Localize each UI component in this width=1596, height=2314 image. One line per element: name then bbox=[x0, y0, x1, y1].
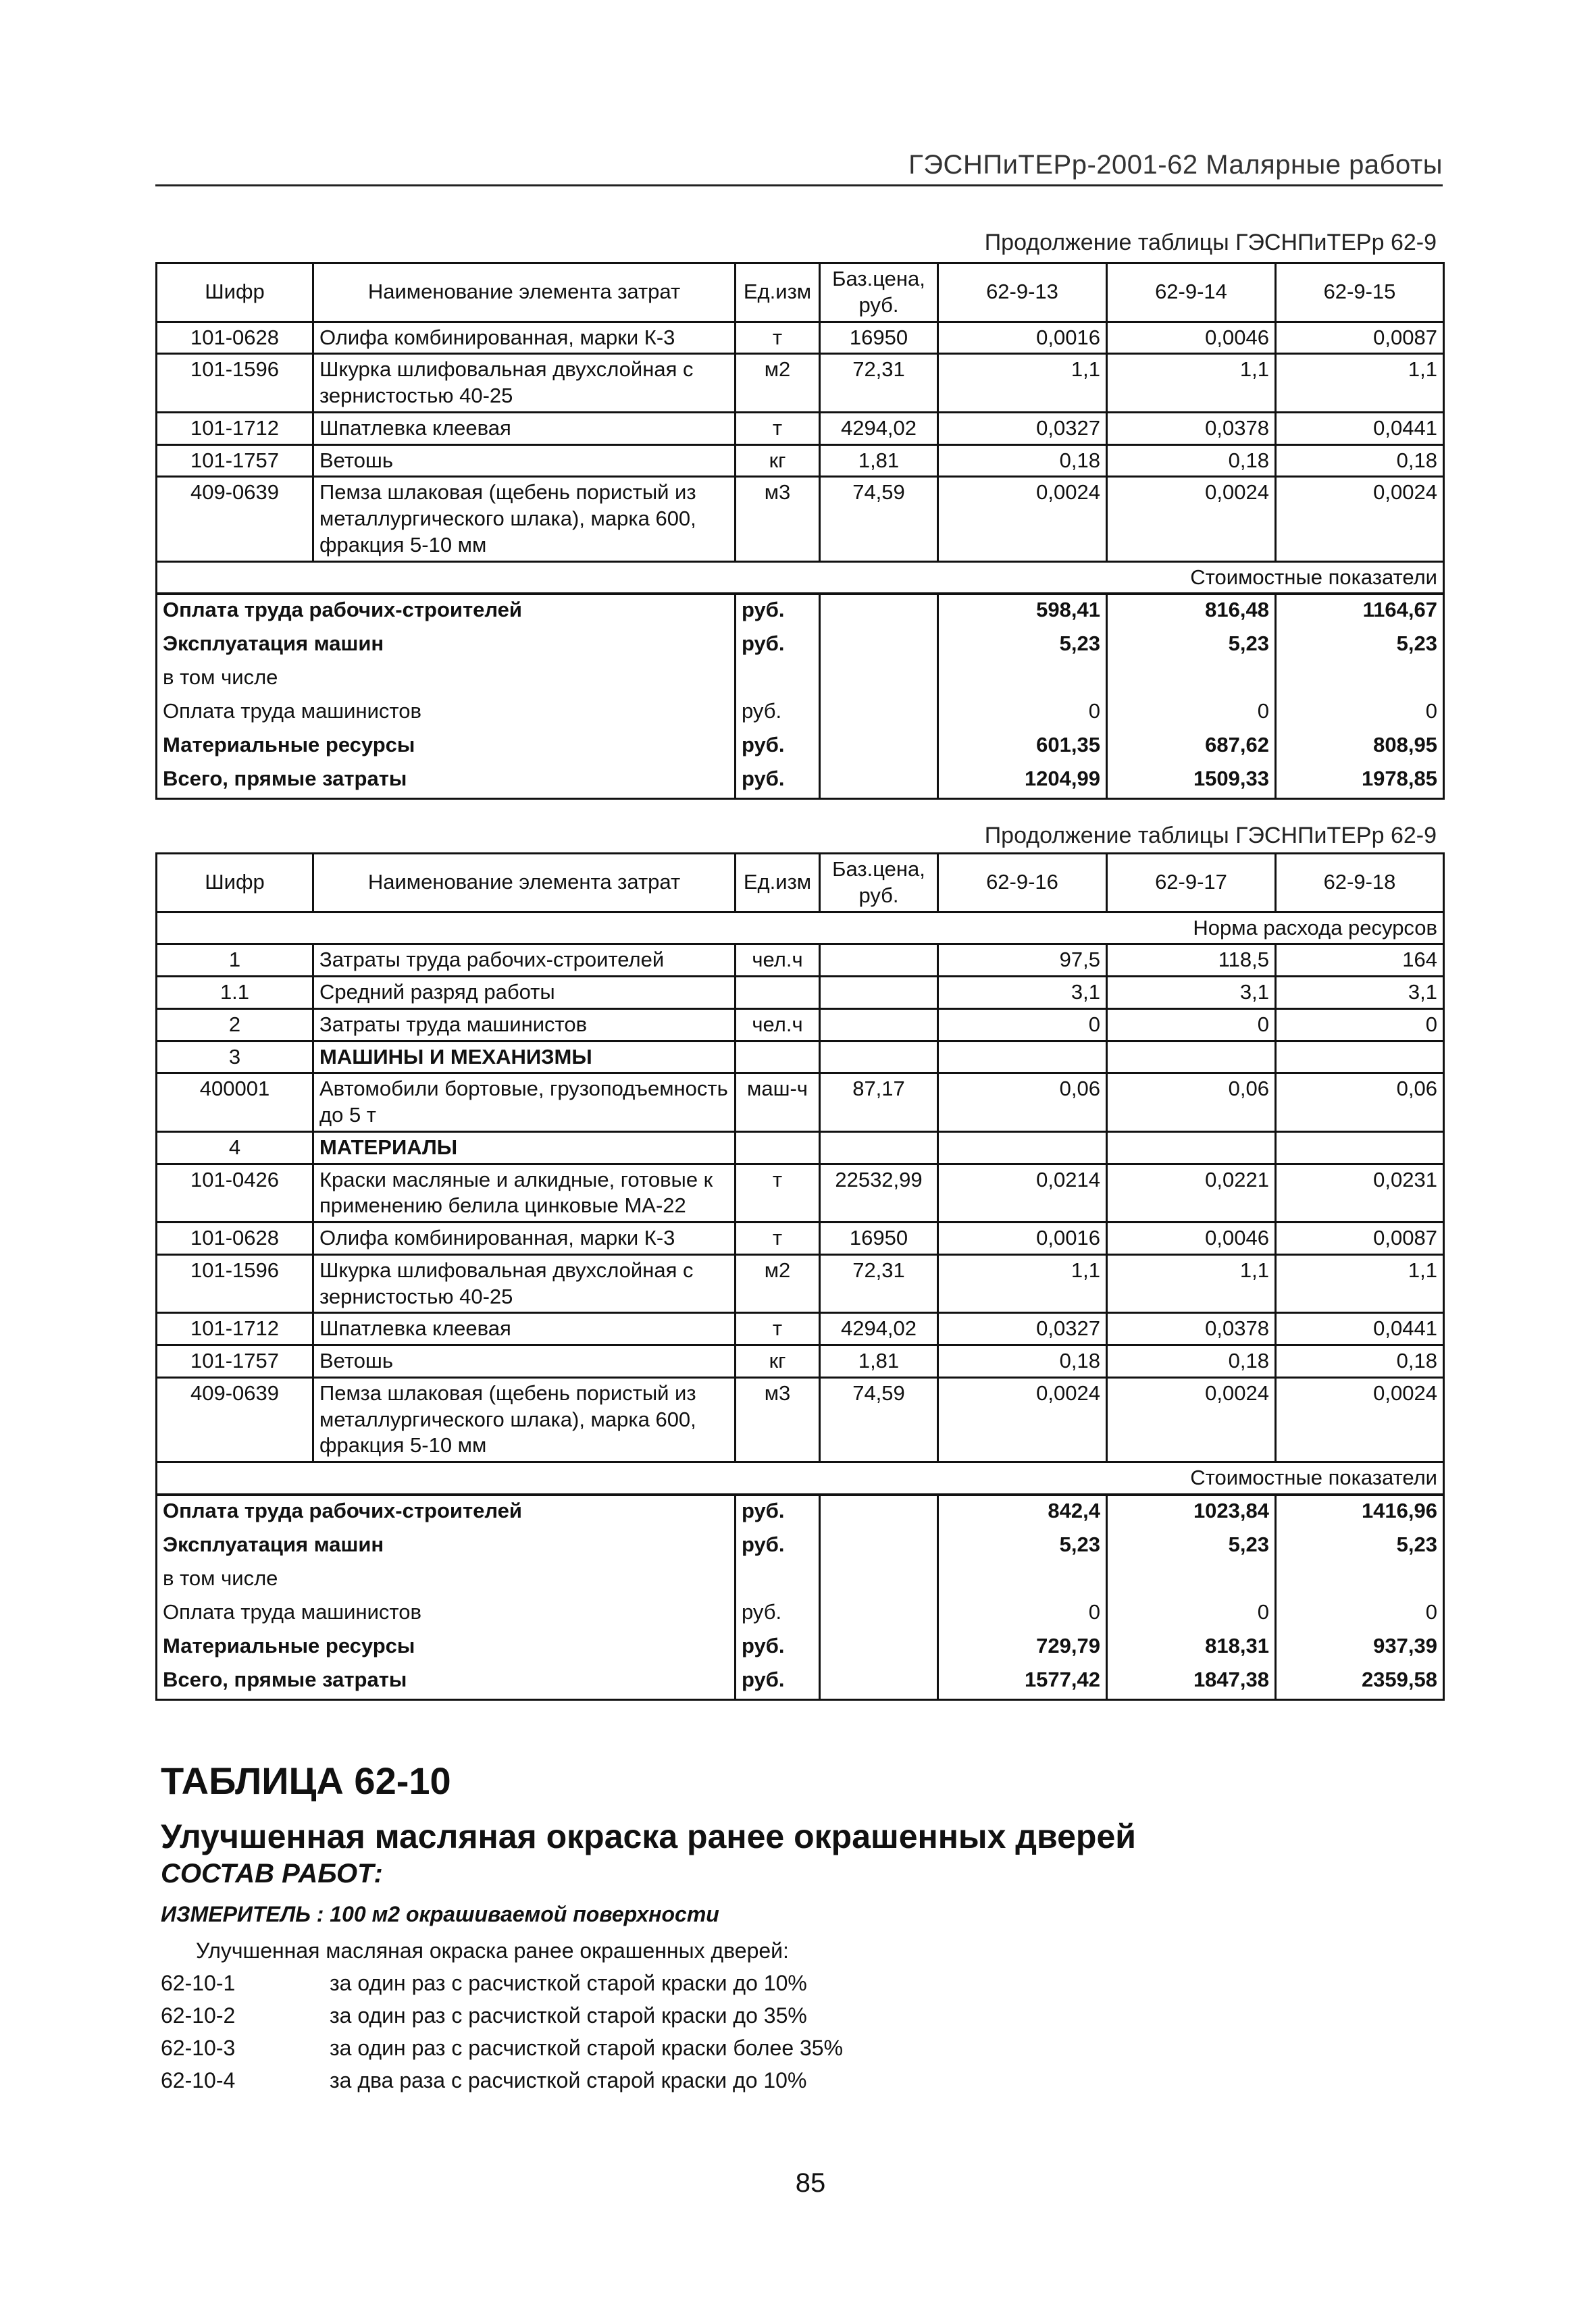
cost-value: 0 bbox=[1276, 1597, 1444, 1631]
row-code: 1 bbox=[157, 944, 313, 977]
cost-price bbox=[820, 696, 938, 730]
row-value: 0 bbox=[938, 1008, 1107, 1041]
row-name: Олифа комбинированная, марки К-3 bbox=[313, 322, 736, 354]
row-price: 72,31 bbox=[820, 354, 938, 413]
work-items-list bbox=[161, 1971, 843, 2101]
work-item-code: 62-10-1 bbox=[161, 1971, 236, 1995]
table-row bbox=[157, 1073, 1444, 1132]
row-code: 1.1 bbox=[157, 977, 313, 1009]
cost-unit: руб. bbox=[736, 696, 820, 730]
work-item bbox=[161, 2036, 843, 2068]
cost-unit: руб. bbox=[736, 1631, 820, 1665]
row-name: МАШИНЫ И МЕХАНИЗМЫ bbox=[313, 1041, 736, 1073]
row-value: 0,0231 bbox=[1276, 1164, 1444, 1223]
col-header-62-9-16: 62-9-16 bbox=[938, 854, 1107, 912]
cost-value: 598,41 bbox=[938, 594, 1107, 629]
row-code: 400001 bbox=[157, 1073, 313, 1132]
cost-unit bbox=[736, 663, 820, 696]
table-row bbox=[157, 412, 1444, 444]
cost-price bbox=[820, 1564, 938, 1597]
row-value: 0,0024 bbox=[1107, 1377, 1276, 1462]
row-unit: маш-ч bbox=[736, 1073, 820, 1132]
norm-header: Норма расхода ресурсов bbox=[157, 912, 1444, 944]
cost-price bbox=[820, 1495, 938, 1530]
page-number: 85 bbox=[795, 2168, 826, 2198]
cost-label: Оплата труда рабочих-строителей bbox=[157, 1495, 736, 1530]
cost-value: 1204,99 bbox=[938, 764, 1107, 799]
composition-heading: СОСТАВ РАБОТ: bbox=[161, 1859, 383, 1888]
table2-continuation-caption: Продолжение таблицы ГЭСНПиТЕРр 62-9 bbox=[984, 823, 1437, 848]
work-item-text: за один раз с расчисткой старой краски до 35% bbox=[330, 2003, 807, 2028]
work-item-code: 62-10-2 bbox=[161, 2003, 236, 2028]
section-subtitle: Улучшенная масляная окраска ранее окрашенных дверей bbox=[161, 1818, 1137, 1855]
table-row bbox=[157, 1164, 1444, 1223]
cost-value: 601,35 bbox=[938, 730, 1107, 764]
cost-header: Стоимостные показатели bbox=[157, 1462, 1444, 1495]
col-header-code: Шифр bbox=[157, 854, 313, 912]
row-price: 16950 bbox=[820, 322, 938, 354]
cost-value: 842,4 bbox=[938, 1495, 1107, 1530]
row-code: 101-1757 bbox=[157, 1345, 313, 1378]
cost-header: Стоимостные показатели bbox=[157, 561, 1444, 594]
row-value: 0,18 bbox=[1107, 444, 1276, 477]
row-name: Шкурка шлифовальная двухслойная с зернистостью 40-25 bbox=[313, 1254, 736, 1313]
cost-price bbox=[820, 629, 938, 663]
row-code: 101-0426 bbox=[157, 1164, 313, 1223]
row-unit: кг bbox=[736, 444, 820, 477]
table-row bbox=[157, 1223, 1444, 1255]
cost-header-row bbox=[157, 561, 1444, 594]
cost-value: 1509,33 bbox=[1107, 764, 1276, 799]
row-value: 0,0024 bbox=[1107, 477, 1276, 561]
cost-row bbox=[157, 663, 1444, 696]
row-name: Ветошь bbox=[313, 1345, 736, 1378]
row-price bbox=[820, 1008, 938, 1041]
cost-value: 0 bbox=[938, 1597, 1107, 1631]
row-value: 0,06 bbox=[1276, 1073, 1444, 1132]
row-price bbox=[820, 944, 938, 977]
row-value bbox=[1276, 1131, 1444, 1164]
row-code: 2 bbox=[157, 1008, 313, 1041]
cost-value: 1416,96 bbox=[1276, 1495, 1444, 1530]
work-item-text: за два раза с расчисткой старой краски до 10% bbox=[330, 2068, 807, 2092]
row-unit bbox=[736, 1041, 820, 1073]
work-item bbox=[161, 2003, 843, 2036]
cost-price bbox=[820, 764, 938, 799]
row-value: 0,18 bbox=[1107, 1345, 1276, 1378]
cost-price bbox=[820, 594, 938, 629]
row-name: МАТЕРИАЛЫ bbox=[313, 1131, 736, 1164]
row-unit: чел.ч bbox=[736, 1008, 820, 1041]
table-row bbox=[157, 977, 1444, 1009]
table-row bbox=[157, 322, 1444, 354]
row-value: 0,18 bbox=[1276, 444, 1444, 477]
cost-value bbox=[1107, 663, 1276, 696]
work-item-text: за один раз с расчисткой старой краски более 35% bbox=[330, 2036, 844, 2060]
row-value: 3,1 bbox=[1276, 977, 1444, 1009]
row-value: 0,0378 bbox=[1107, 412, 1276, 444]
row-price: 1,81 bbox=[820, 444, 938, 477]
cost-unit: руб. bbox=[736, 1530, 820, 1564]
row-unit: т bbox=[736, 1164, 820, 1223]
cost-row bbox=[157, 1530, 1444, 1564]
row-value: 1,1 bbox=[1107, 1254, 1276, 1313]
row-value: 3,1 bbox=[938, 977, 1107, 1009]
row-value: 0,06 bbox=[938, 1073, 1107, 1132]
row-value bbox=[1276, 1041, 1444, 1073]
cost-row bbox=[157, 1631, 1444, 1665]
page-header: ГЭСНПиТЕРр-2001-62 Малярные работы bbox=[155, 150, 1443, 186]
row-code: 409-0639 bbox=[157, 1377, 313, 1462]
row-code: 101-1596 bbox=[157, 354, 313, 413]
table-row bbox=[157, 477, 1444, 561]
work-item bbox=[161, 2068, 843, 2101]
row-price bbox=[820, 1041, 938, 1073]
row-code: 101-1712 bbox=[157, 412, 313, 444]
cost-value bbox=[1107, 1564, 1276, 1597]
row-unit: м2 bbox=[736, 354, 820, 413]
row-value: 0,0024 bbox=[938, 477, 1107, 561]
cost-row bbox=[157, 1665, 1444, 1700]
row-value: 1,1 bbox=[1276, 1254, 1444, 1313]
row-value: 0 bbox=[1107, 1008, 1276, 1041]
row-price: 22532,99 bbox=[820, 1164, 938, 1223]
row-unit: т bbox=[736, 1223, 820, 1255]
row-value: 1,1 bbox=[1107, 354, 1276, 413]
cost-label: Материальные ресурсы bbox=[157, 1631, 736, 1665]
col-header-62-9-18: 62-9-18 bbox=[1276, 854, 1444, 912]
cost-value: 808,95 bbox=[1276, 730, 1444, 764]
cost-header-row bbox=[157, 1462, 1444, 1495]
row-unit: т bbox=[736, 412, 820, 444]
row-value: 0,18 bbox=[1276, 1345, 1444, 1378]
cost-row bbox=[157, 1564, 1444, 1597]
row-value bbox=[938, 1131, 1107, 1164]
cost-value: 818,31 bbox=[1107, 1631, 1276, 1665]
row-value: 0,0024 bbox=[938, 1377, 1107, 1462]
cost-label: Всего, прямые затраты bbox=[157, 1665, 736, 1700]
row-value: 0,0327 bbox=[938, 1313, 1107, 1345]
row-unit: м3 bbox=[736, 477, 820, 561]
row-value: 0,0214 bbox=[938, 1164, 1107, 1223]
norm-header-row bbox=[157, 912, 1444, 944]
cost-label: в том числе bbox=[157, 663, 736, 696]
cost-label: Всего, прямые затраты bbox=[157, 764, 736, 799]
col-header-62-9-15: 62-9-15 bbox=[1276, 263, 1444, 322]
row-unit: т bbox=[736, 322, 820, 354]
row-name: Затраты труда рабочих-строителей bbox=[313, 944, 736, 977]
cost-price bbox=[820, 1631, 938, 1665]
col-header-price: Баз.цена, руб. bbox=[820, 854, 938, 912]
cost-value: 5,23 bbox=[1107, 629, 1276, 663]
cost-value: 0 bbox=[1276, 696, 1444, 730]
section-title: ТАБЛИЦА 62-10 bbox=[161, 1759, 451, 1802]
row-price: 16950 bbox=[820, 1223, 938, 1255]
cost-value: 687,62 bbox=[1107, 730, 1276, 764]
measure-line: ИЗМЕРИТЕЛЬ : 100 м2 окрашиваемой поверхности bbox=[161, 1902, 719, 1926]
resource-table-2 bbox=[155, 852, 1445, 1701]
cost-label: Оплата труда машинистов bbox=[157, 1597, 736, 1631]
cost-value bbox=[1276, 1564, 1444, 1597]
col-header-unit: Ед.изм bbox=[736, 263, 820, 322]
cost-unit: руб. bbox=[736, 594, 820, 629]
row-value bbox=[1107, 1041, 1276, 1073]
work-item-text: за один раз с расчисткой старой краски до 10% bbox=[330, 1971, 807, 1995]
cost-price bbox=[820, 663, 938, 696]
row-price bbox=[820, 977, 938, 1009]
cost-row bbox=[157, 1495, 1444, 1530]
row-price bbox=[820, 1131, 938, 1164]
row-value: 97,5 bbox=[938, 944, 1107, 977]
cost-label: Материальные ресурсы bbox=[157, 730, 736, 764]
col-header-name: Наименование элемента затрат bbox=[313, 263, 736, 322]
row-unit: м2 bbox=[736, 1254, 820, 1313]
cost-unit bbox=[736, 1564, 820, 1597]
row-value: 0,0024 bbox=[1276, 1377, 1444, 1462]
row-name: Олифа комбинированная, марки К-3 bbox=[313, 1223, 736, 1255]
cost-unit: руб. bbox=[736, 1597, 820, 1631]
row-value: 1,1 bbox=[938, 354, 1107, 413]
row-value: 3,1 bbox=[1107, 977, 1276, 1009]
row-unit: м3 bbox=[736, 1377, 820, 1462]
table-row bbox=[157, 444, 1444, 477]
row-name: Шкурка шлифовальная двухслойная с зернистостью 40-25 bbox=[313, 354, 736, 413]
cost-value: 0 bbox=[1107, 696, 1276, 730]
cost-price bbox=[820, 1530, 938, 1564]
row-name: Средний разряд работы bbox=[313, 977, 736, 1009]
table-row bbox=[157, 944, 1444, 977]
cost-label: в том числе bbox=[157, 1564, 736, 1597]
table1-continuation-caption: Продолжение таблицы ГЭСНПиТЕРр 62-9 bbox=[984, 230, 1437, 255]
row-unit: кг bbox=[736, 1345, 820, 1378]
row-code: 101-1596 bbox=[157, 1254, 313, 1313]
cost-value: 5,23 bbox=[1276, 629, 1444, 663]
row-value: 0,0046 bbox=[1107, 1223, 1276, 1255]
row-name: Ветошь bbox=[313, 444, 736, 477]
col-header-name: Наименование элемента затрат bbox=[313, 854, 736, 912]
row-value: 0,0087 bbox=[1276, 322, 1444, 354]
row-value: 0,0024 bbox=[1276, 477, 1444, 561]
cost-label: Оплата труда рабочих-строителей bbox=[157, 594, 736, 629]
cost-value: 1978,85 bbox=[1276, 764, 1444, 799]
cost-value: 0 bbox=[1107, 1597, 1276, 1631]
row-price: 4294,02 bbox=[820, 1313, 938, 1345]
col-header-62-9-13: 62-9-13 bbox=[938, 263, 1107, 322]
row-value: 0,06 bbox=[1107, 1073, 1276, 1132]
cost-unit: руб. bbox=[736, 730, 820, 764]
work-item-code: 62-10-4 bbox=[161, 2068, 236, 2092]
row-value: 0,0016 bbox=[938, 1223, 1107, 1255]
row-code: 409-0639 bbox=[157, 477, 313, 561]
table-row bbox=[157, 1131, 1444, 1164]
cost-value: 1023,84 bbox=[1107, 1495, 1276, 1530]
cost-value: 816,48 bbox=[1107, 594, 1276, 629]
cost-value bbox=[938, 1564, 1107, 1597]
cost-unit: руб. bbox=[736, 629, 820, 663]
row-value: 0 bbox=[1276, 1008, 1444, 1041]
cost-value: 729,79 bbox=[938, 1631, 1107, 1665]
row-value bbox=[1107, 1131, 1276, 1164]
col-header-code: Шифр bbox=[157, 263, 313, 322]
row-name: Пемза шлаковая (щебень пористый из металлургического шлака), марка 600, фракция 5-10 мм bbox=[313, 1377, 736, 1462]
table-row bbox=[157, 1041, 1444, 1073]
row-value: 0,0378 bbox=[1107, 1313, 1276, 1345]
cost-row bbox=[157, 594, 1444, 629]
cost-value bbox=[938, 663, 1107, 696]
row-name: Автомобили бортовые, грузоподъемность до 5 т bbox=[313, 1073, 736, 1132]
table-row bbox=[157, 1254, 1444, 1313]
row-value: 1,1 bbox=[938, 1254, 1107, 1313]
row-code: 3 bbox=[157, 1041, 313, 1073]
resource-table-1 bbox=[155, 262, 1445, 800]
cost-label: Оплата труда машинистов bbox=[157, 696, 736, 730]
row-value: 0,18 bbox=[938, 444, 1107, 477]
row-name: Шпатлевка клеевая bbox=[313, 1313, 736, 1345]
col-header-unit: Ед.изм bbox=[736, 854, 820, 912]
col-header-62-9-17: 62-9-17 bbox=[1107, 854, 1276, 912]
row-value: 0,0441 bbox=[1276, 1313, 1444, 1345]
cost-label: Эксплуатация машин bbox=[157, 1530, 736, 1564]
cost-value bbox=[1276, 663, 1444, 696]
cost-value: 0 bbox=[938, 696, 1107, 730]
row-unit bbox=[736, 1131, 820, 1164]
row-value bbox=[938, 1041, 1107, 1073]
cost-value: 5,23 bbox=[1276, 1530, 1444, 1564]
table-row bbox=[157, 1313, 1444, 1345]
row-unit: т bbox=[736, 1313, 820, 1345]
row-value: 0,0046 bbox=[1107, 322, 1276, 354]
row-unit: чел.ч bbox=[736, 944, 820, 977]
cost-row bbox=[157, 696, 1444, 730]
row-code: 101-1757 bbox=[157, 444, 313, 477]
cost-unit: руб. bbox=[736, 764, 820, 799]
work-item bbox=[161, 1971, 843, 2003]
row-price: 74,59 bbox=[820, 1377, 938, 1462]
cost-value: 1847,38 bbox=[1107, 1665, 1276, 1700]
row-value: 118,5 bbox=[1107, 944, 1276, 977]
table-row bbox=[157, 1345, 1444, 1378]
row-price: 74,59 bbox=[820, 477, 938, 561]
col-header-price: Баз.цена, руб. bbox=[820, 263, 938, 322]
cost-value: 1577,42 bbox=[938, 1665, 1107, 1700]
cost-price bbox=[820, 1597, 938, 1631]
cost-row bbox=[157, 764, 1444, 799]
cost-value: 2359,58 bbox=[1276, 1665, 1444, 1700]
row-value: 0,0221 bbox=[1107, 1164, 1276, 1223]
row-price: 87,17 bbox=[820, 1073, 938, 1132]
row-code: 101-1712 bbox=[157, 1313, 313, 1345]
row-name: Затраты труда машинистов bbox=[313, 1008, 736, 1041]
cost-price bbox=[820, 730, 938, 764]
row-value: 0,18 bbox=[938, 1345, 1107, 1378]
row-price: 4294,02 bbox=[820, 412, 938, 444]
cost-unit: руб. bbox=[736, 1665, 820, 1700]
cost-row bbox=[157, 1597, 1444, 1631]
cost-row bbox=[157, 629, 1444, 663]
cost-value: 1164,67 bbox=[1276, 594, 1444, 629]
row-value: 0,0016 bbox=[938, 322, 1107, 354]
cost-row bbox=[157, 730, 1444, 764]
cost-price bbox=[820, 1665, 938, 1700]
cost-value: 5,23 bbox=[938, 1530, 1107, 1564]
row-code: 4 bbox=[157, 1131, 313, 1164]
row-code: 101-0628 bbox=[157, 1223, 313, 1255]
row-unit bbox=[736, 977, 820, 1009]
row-value: 0,0327 bbox=[938, 412, 1107, 444]
cost-value: 5,23 bbox=[1107, 1530, 1276, 1564]
table-row bbox=[157, 1377, 1444, 1462]
row-value: 164 bbox=[1276, 944, 1444, 977]
row-name: Шпатлевка клеевая bbox=[313, 412, 736, 444]
row-value: 0,0441 bbox=[1276, 412, 1444, 444]
table-row bbox=[157, 1008, 1444, 1041]
col-header-62-9-14: 62-9-14 bbox=[1107, 263, 1276, 322]
table-row bbox=[157, 354, 1444, 413]
row-name: Пемза шлаковая (щебень пористый из металлургического шлака), марка 600, фракция 5-10 мм bbox=[313, 477, 736, 561]
work-item-code: 62-10-3 bbox=[161, 2036, 236, 2060]
row-value: 0,0087 bbox=[1276, 1223, 1444, 1255]
row-price: 72,31 bbox=[820, 1254, 938, 1313]
row-name: Краски масляные и алкидные, готовые к применению белила цинковые МА-22 bbox=[313, 1164, 736, 1223]
cost-unit: руб. bbox=[736, 1495, 820, 1530]
cost-value: 937,39 bbox=[1276, 1631, 1444, 1665]
cost-label: Эксплуатация машин bbox=[157, 629, 736, 663]
cost-value: 5,23 bbox=[938, 629, 1107, 663]
work-description: Улучшенная масляная окраска ранее окрашенных дверей: bbox=[196, 1938, 789, 1963]
row-price: 1,81 bbox=[820, 1345, 938, 1378]
row-value: 1,1 bbox=[1276, 354, 1444, 413]
row-code: 101-0628 bbox=[157, 322, 313, 354]
